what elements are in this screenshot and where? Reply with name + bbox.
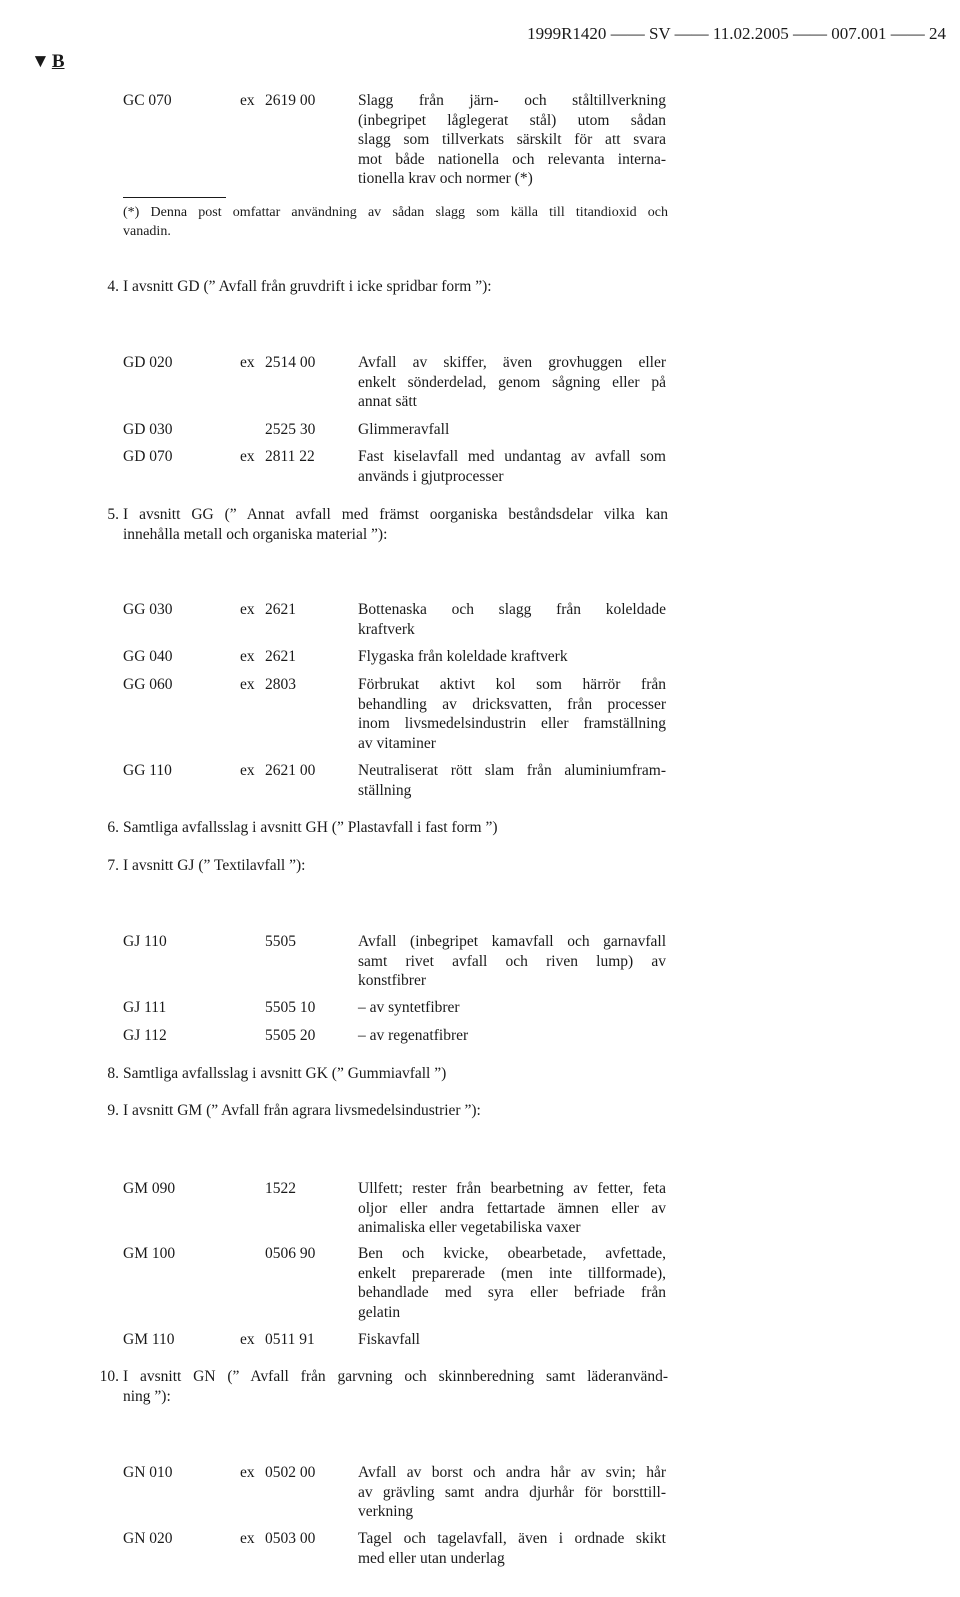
desc-line: Neutraliserat rött slam från aluminiumfram-: [358, 762, 666, 779]
doc-lang: SV: [648, 23, 671, 43]
heading-text: [123, 277, 668, 297]
page-header: 1999R1420 ―― SV ―― 11.02.2005 ―― 007.001 ―― 24: [527, 23, 946, 43]
row-code: GC 070: [123, 92, 172, 109]
row-prefix: ex: [240, 648, 255, 665]
row-prefix: ex: [240, 354, 255, 371]
heading-line: I avsnitt GN (” Avfall från garvning och skinnberedning samt läderanvänd-: [123, 1368, 668, 1385]
desc-line: samt rivet avfall och riven lump) av: [358, 952, 666, 970]
desc-line: Avfall av borst och andra hår av svin; hår: [358, 1464, 666, 1481]
row-code: GG 060: [123, 676, 173, 693]
heading-number: 6.: [107, 819, 119, 836]
row-code: GM 110: [123, 1331, 175, 1348]
heading-text: [123, 1101, 668, 1121]
footnote-line: (*) Denna post omfattar användning av sådan slagg som källa till titandioxid och: [123, 205, 668, 220]
row-number: 2621 00: [265, 762, 316, 779]
desc-line: annat sätt: [358, 393, 417, 410]
desc-line: ställning: [358, 781, 412, 799]
heading-number: 5.: [107, 506, 119, 523]
row-number: 0511 91: [265, 1331, 315, 1348]
row-code: GM 100: [123, 1245, 176, 1262]
row-number: 2525 30: [265, 421, 316, 438]
desc-line: Slagg från järn- och ståltillverkning: [358, 92, 666, 109]
row-number: 5505: [265, 933, 296, 950]
heading-line: I avsnitt GJ (” Textilavfall ”):: [123, 857, 306, 874]
desc-line: slagg som tillverkats särskilt för att svara: [358, 131, 666, 148]
desc-line: (inbegripet låglegerat stål) utom sådan: [358, 111, 666, 129]
row-number: 2621: [265, 601, 296, 618]
heading-line: I avsnitt GD (” Avfall från gruvdrift i icke spridbar form ”):: [123, 278, 492, 295]
row-description: [358, 447, 666, 486]
desc-line: tionella krav och normer (*): [358, 170, 533, 187]
row-prefix: ex: [240, 676, 255, 693]
desc-line: enkelt preparerade (men inte tillformade),: [358, 1264, 666, 1282]
desc-line: Fast kiselavfall med undantag av avfall som: [358, 448, 666, 465]
desc-line: Avfall (inbegripet kamavfall och garnavfall: [358, 933, 666, 950]
amendment-marker: [31, 52, 65, 72]
row-prefix: ex: [240, 601, 255, 618]
row-code: GD 020: [123, 354, 173, 371]
heading-line: I avsnitt GM (” Avfall från agrara livsmedelsindustrier ”):: [123, 1102, 481, 1119]
heading-line: I avsnitt GG (” Annat avfall med främst oorganiska beståndsdelar vilka kan: [123, 506, 668, 523]
row-number: 0506 90: [265, 1245, 316, 1262]
row-number: 2619 00: [265, 92, 316, 109]
row-description: [358, 1330, 666, 1350]
row-code: GN 010: [123, 1464, 173, 1481]
heading-number: 7.: [107, 857, 119, 874]
row-description: [358, 420, 666, 440]
desc-line: behandling av dricksvatten, från processer: [358, 695, 666, 713]
heading-text: [123, 856, 668, 876]
desc-line: Avfall av skiffer, även grovhuggen eller: [358, 354, 666, 371]
row-prefix: ex: [240, 1331, 255, 1348]
desc-line: Tagel och tagelavfall, även i ordnade skikt: [358, 1530, 666, 1547]
desc-line: Ullfett; rester från bearbetning av fetter, feta: [358, 1180, 666, 1197]
row-code: GJ 112: [123, 1027, 167, 1044]
desc-line: Förbrukat aktivt kol som härrör från: [358, 676, 666, 693]
heading-text: [123, 1367, 668, 1406]
desc-line: oljor eller andra fettartade ämnen eller av: [358, 1199, 666, 1217]
heading-line: Samtliga avfallsslag i avsnitt GK (” Gummiavfall ”): [123, 1065, 447, 1082]
row-code: GG 030: [123, 601, 173, 618]
row-description: [358, 1463, 666, 1522]
triangle-down-icon: ▼: [31, 51, 50, 72]
desc-line: Fiskavfall: [358, 1331, 420, 1348]
heading-line: Samtliga avfallsslag i avsnitt GH (” Plastavfall i fast form ”): [123, 819, 498, 836]
row-number: 2811 22: [265, 448, 315, 465]
row-description: [358, 998, 666, 1018]
desc-line: Flygaska från koleldade kraftverk: [358, 648, 568, 665]
row-code: GN 020: [123, 1530, 173, 1547]
row-number: 5505 20: [265, 1027, 316, 1044]
heading-text: [123, 1064, 668, 1084]
doc-ref: 1999R1420: [527, 23, 607, 43]
row-number: 0502 00: [265, 1464, 316, 1481]
heading-number: 8.: [107, 1065, 119, 1082]
page-number: 24: [929, 23, 946, 43]
row-prefix: ex: [240, 1464, 255, 1481]
row-number: 2621: [265, 648, 296, 665]
marker-letter: B: [51, 51, 65, 72]
desc-line: animaliska eller vegetabiliska vaxer: [358, 1219, 581, 1236]
row-number: 2514 00: [265, 354, 316, 371]
row-code: GJ 111: [123, 999, 167, 1016]
row-code: GG 040: [123, 648, 173, 665]
row-description: [358, 1244, 666, 1322]
desc-line: kraftverk: [358, 620, 415, 638]
desc-line: behandlade med syra eller befriade från: [358, 1284, 666, 1301]
desc-line: Ben och kvicke, obearbetade, avfettade,: [358, 1245, 666, 1262]
row-description: [358, 675, 666, 753]
heading-text: [123, 505, 668, 544]
desc-line: används i gjutprocesser: [358, 467, 504, 485]
row-description: [358, 647, 666, 667]
heading-number: 10.: [99, 1368, 119, 1385]
row-description: [358, 353, 666, 412]
desc-line: verkning: [358, 1503, 414, 1520]
footnote-line: vanadin.: [123, 224, 171, 239]
row-description: [358, 761, 666, 800]
desc-line: – av regenatfibrer: [358, 1027, 469, 1044]
row-prefix: ex: [240, 762, 255, 779]
row-description: [358, 1179, 666, 1238]
footnote: [123, 203, 668, 241]
row-number: 1522: [265, 1180, 296, 1197]
row-number: 5505 10: [265, 999, 316, 1016]
row-prefix: ex: [240, 448, 255, 465]
desc-line: konstfibrer: [358, 972, 427, 989]
desc-line: Glimmeravfall: [358, 421, 450, 438]
row-description: [358, 1026, 666, 1046]
doc-version: 007.001: [831, 23, 887, 43]
row-description: [358, 91, 666, 189]
heading-number: 4.: [107, 278, 119, 295]
row-description: [358, 932, 666, 991]
heading-text: [123, 818, 668, 838]
row-code: GJ 110: [123, 933, 167, 950]
desc-line: gelatin: [358, 1303, 401, 1321]
desc-line: Bottenaska och slagg från koleldade: [358, 601, 666, 618]
heading-number: 9.: [107, 1102, 119, 1119]
row-number: 2803: [265, 676, 296, 693]
desc-line: med eller utan underlag: [358, 1549, 505, 1567]
row-number: 0503 00: [265, 1530, 316, 1547]
row-description: [358, 1529, 666, 1568]
row-code: GD 070: [123, 448, 173, 465]
desc-line: inom livsmedelsindustrin eller framställning: [358, 715, 666, 732]
desc-line: – av syntetfibrer: [358, 999, 460, 1016]
doc-date: 11.02.2005: [712, 23, 789, 43]
heading-line: ning ”):: [123, 1387, 171, 1405]
row-prefix: ex: [240, 92, 255, 109]
desc-line: mot både nationella och relevanta interna-: [358, 150, 666, 168]
row-prefix: ex: [240, 1530, 255, 1547]
row-description: [358, 600, 666, 639]
row-code: GG 110: [123, 762, 172, 779]
footnote-divider: [123, 197, 226, 198]
row-code: GM 090: [123, 1180, 176, 1197]
desc-line: av grävling samt andra djurhår för borsttill-: [358, 1483, 666, 1501]
desc-line: av vitaminer: [358, 734, 436, 752]
heading-line: innehålla metall och organiska material ”):: [123, 525, 388, 543]
desc-line: enkelt sönderdelad, genom sågning eller på: [358, 373, 666, 391]
row-code: GD 030: [123, 421, 173, 438]
